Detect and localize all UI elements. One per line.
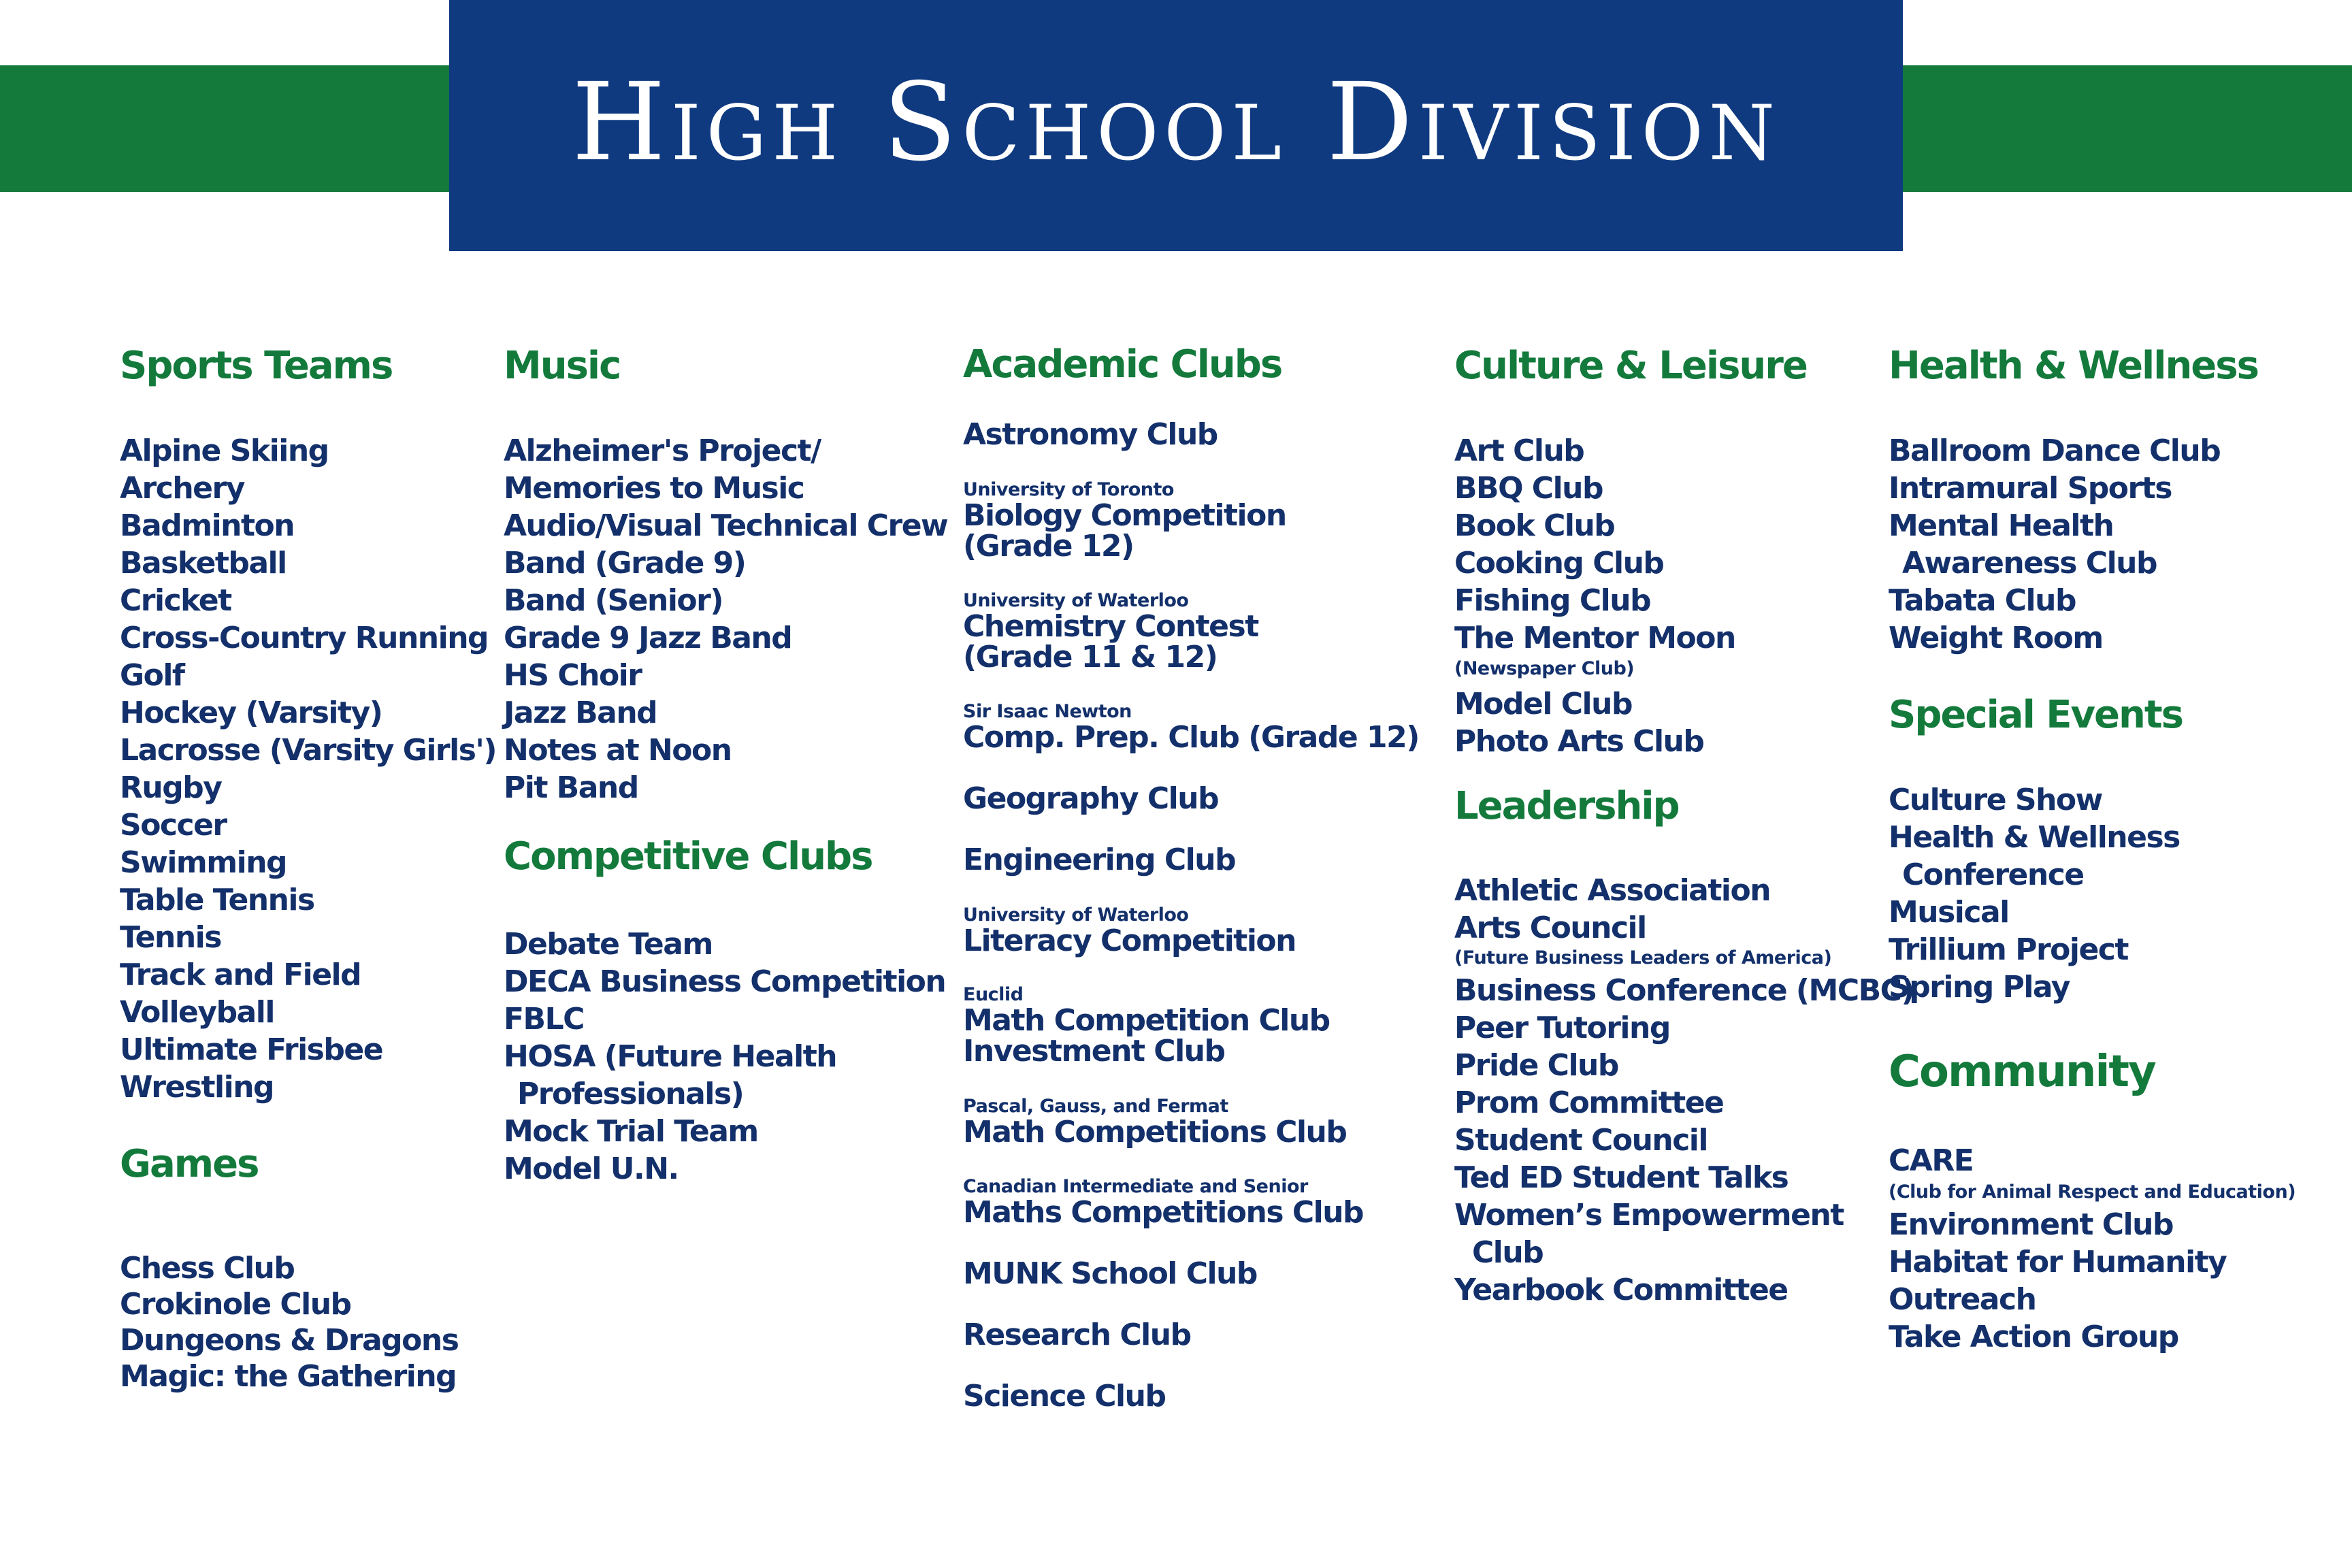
list-item: Women’s Empowerment [1454,1198,1844,1232]
list-item: Astronomy Club [963,417,1218,452]
list-item: Tennis [120,920,221,955]
list-item: Club [1472,1235,1544,1270]
list-item: Outreach [1889,1282,2036,1317]
list-item: Ballroom Dance Club [1889,434,2221,468]
list-item: Literacy Competition [963,924,1296,958]
list-item: BBQ Club [1454,471,1603,506]
list-item: Mock Trial Team [504,1114,758,1149]
list-item: Soccer [120,808,227,843]
list-item: Notes at Noon [504,733,732,768]
list-item: Culture Show [1889,783,2102,817]
list-item: The Mentor Moon [1454,621,1735,655]
list-item: Weight Room [1889,621,2103,655]
list-item: Professionals) [517,1077,744,1111]
leadership-heading: Leadership [1454,784,1679,828]
list-item: Alpine Skiing [120,434,329,468]
list-item: Student Council [1454,1123,1708,1158]
list-item: Cricket [120,583,231,618]
list-item: Badminton [120,508,295,543]
list-item: Archery [120,471,244,506]
list-item: Peer Tutoring [1454,1011,1670,1045]
list-item: Biology Competition [963,498,1286,533]
list-item: CARE [1889,1143,1974,1178]
item-sponsor: University of Toronto [963,479,1174,500]
item-sponsor: University of Waterloo [963,590,1189,611]
list-item: Environment Club [1889,1207,2173,1242]
item-note: (Newspaper Club) [1454,658,1635,679]
list-item: Cross-Country Running [120,621,489,655]
list-item: Trillium Project [1889,932,2128,967]
list-item: Lacrosse (Varsity Girls') [120,733,496,768]
list-item: FBLC [504,1002,584,1036]
culture-heading: Culture & Leisure [1454,344,1807,388]
list-item: Comp. Prep. Club (Grade 12) [963,720,1419,755]
community-heading: Community [1889,1047,2155,1097]
list-item: Pit Band [504,770,638,805]
list-item: Debate Team [504,927,713,962]
list-item: Magic: the Gathering [120,1359,457,1394]
item-note: (Club for Animal Respect and Education) [1889,1181,2296,1203]
academic-heading: Academic Clubs [963,342,1282,387]
list-item: Book Club [1454,508,1615,543]
list-item: Rugby [120,770,222,805]
list-item: Band (Senior) [504,583,723,618]
item-sponsor: Pascal, Gauss, and Fermat [963,1096,1228,1117]
list-item: Chess Club [120,1251,295,1286]
list-item: Audio/Visual Technical Crew [504,508,948,543]
list-item: HOSA (Future Health [504,1039,837,1074]
list-item: Golf [120,658,184,693]
list-item: Model U.N. [504,1152,679,1186]
list-item: Crokinole Club [120,1287,351,1322]
list-item: Dungeons & Dragons [120,1323,459,1358]
list-item: Health & Wellness [1889,820,2180,855]
list-item: Business Conference (MCBC) [1454,973,1914,1008]
sports-heading: Sports Teams [120,344,393,388]
list-item: Photo Arts Club [1454,724,1704,759]
title-banner [449,0,1903,251]
music-heading: Music [504,344,621,388]
list-item: Intramural Sports [1889,471,2172,506]
list-item: Spring Play [1889,970,2070,1004]
events-heading: Special Events [1889,693,2183,737]
list-item: Cooking Club [1454,546,1664,581]
item-sponsor: Sir Isaac Newton [963,701,1132,722]
list-item: Math Competitions Club [963,1115,1347,1149]
list-item: DECA Business Competition [504,964,946,999]
item-sponsor: University of Waterloo [963,904,1189,926]
list-item: Ultimate Frisbee [120,1032,383,1067]
list-item: Band (Grade 9) [504,546,746,581]
list-item: Grade 9 Jazz Band [504,621,792,655]
list-item: Mental Health [1889,508,2114,543]
list-item: Alzheimer's Project/ [504,434,821,468]
list-item: Take Action Group [1889,1320,2178,1354]
list-item: Model Club [1454,687,1632,721]
page-title: High School Division [572,59,1780,185]
list-item: Swimming [120,845,287,880]
list-item: Prom Committee [1454,1085,1724,1120]
list-item: Research Club [963,1318,1191,1352]
games-heading: Games [120,1142,259,1186]
list-item: Conference [1902,858,2084,892]
list-item: (Grade 11 & 12) [963,640,1218,674]
list-item: (Grade 12) [963,529,1134,564]
item-sponsor: Euclid [963,984,1024,1005]
list-item: Yearbook Committee [1454,1273,1788,1307]
list-item: Hockey (Varsity) [120,696,382,730]
competitive-heading: Competitive Clubs [504,834,872,879]
list-item: Math Competition Club [963,1003,1330,1038]
list-item: Ted ED Student Talks [1454,1160,1788,1195]
list-item: Jazz Band [504,696,657,730]
list-item: Memories to Music [504,471,804,506]
list-item: Track and Field [120,958,361,992]
list-item: Maths Competitions Club [963,1195,1364,1230]
list-item: Habitat for Humanity [1889,1245,2227,1279]
item-note: (Future Business Leaders of America) [1454,947,1832,968]
list-item: Art Club [1454,434,1584,468]
list-item: Investment Club [963,1034,1225,1068]
list-item: HS Choir [504,658,642,693]
list-item: Fishing Club [1454,583,1651,618]
list-item: Musical [1889,895,2009,930]
list-item: Pride Club [1454,1048,1618,1083]
list-item: MUNK School Club [963,1256,1257,1291]
list-item: Volleyball [120,995,274,1030]
list-item: Science Club [963,1379,1166,1414]
list-item: Geography Club [963,781,1219,816]
list-item: Chemistry Contest [963,609,1258,644]
list-item: Wrestling [120,1070,274,1105]
list-item: Awareness Club [1902,546,2157,581]
list-item: Tabata Club [1889,583,2076,618]
list-item: Engineering Club [963,843,1236,877]
item-sponsor: Canadian Intermediate and Senior [963,1176,1308,1197]
list-item: Table Tennis [120,883,314,917]
health-heading: Health & Wellness [1889,344,2258,388]
list-item: Arts Council [1454,911,1646,945]
list-item: Athletic Association [1454,873,1771,908]
list-item: Basketball [120,546,287,581]
